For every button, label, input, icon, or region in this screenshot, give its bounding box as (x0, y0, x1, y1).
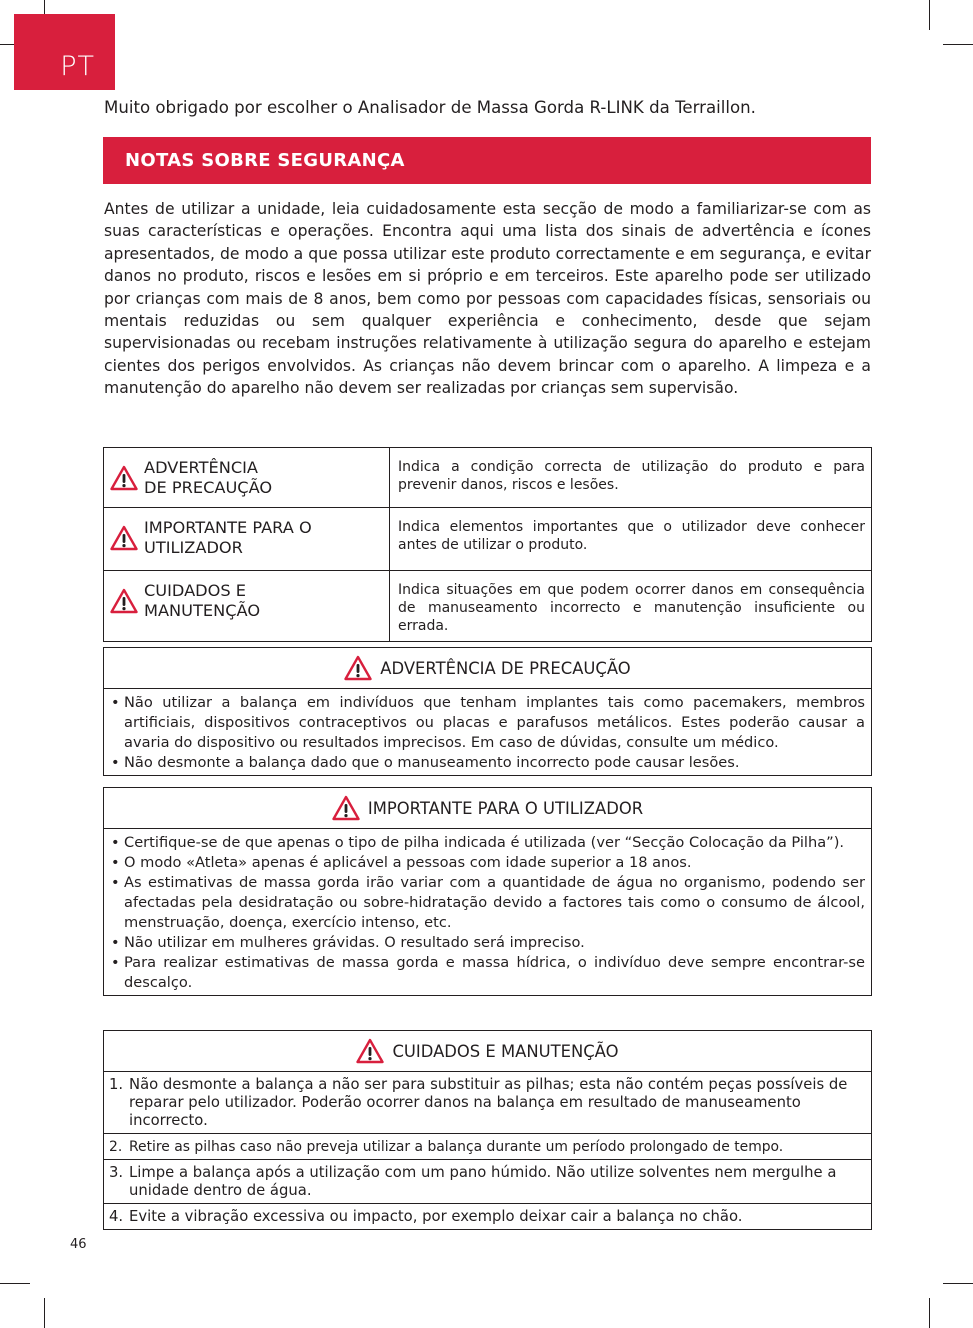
intro-text: Muito obrigado por escolher o Analisador de Massa Gorda R-LINK da Terraillon. (104, 98, 756, 117)
legend-term: ADVERTÊNCIA (144, 458, 258, 477)
box-title: ADVERTÊNCIA DE PRECAUÇÃO (380, 658, 631, 678)
legend-term: CUIDADOS E (144, 581, 247, 600)
box-title: IMPORTANTE PARA O UTILIZADOR (367, 798, 644, 818)
crop-mark (943, 1283, 973, 1284)
list-item: • Não utilizar a balança em indivíduos que tenham implantes tais como pacemakers, membros artificiais, dispositivos contraceptivos ou placas e parafusos metálicos. Estes poderão causar a avaria do dispositivo ou resultados imprecisos. Em caso de dúvidas, consulte um médico. (110, 693, 865, 753)
crop-mark (44, 1298, 45, 1328)
legend-description: Indica situações em que podem ocorrer danos em consequência de manuseamento incorrecto e manutenção insuficiente ou errada. (390, 571, 872, 642)
box-header (104, 788, 871, 829)
warning-triangle-icon (110, 465, 138, 491)
legend-row (104, 448, 872, 508)
section-title: NOTAS SOBRE SEGURANÇA (103, 137, 871, 184)
warning-triangle-icon (110, 525, 138, 551)
list-item: • Não desmonte a balança dado que o manuseamento incorrecto pode causar lesões. (110, 753, 865, 773)
list-item: 2. Retire as pilhas caso não preveja utilizar a balança durante um período prolongado de tempo. (104, 1133, 871, 1159)
box-title: CUIDADOS E MANUTENÇÃO (392, 1041, 619, 1061)
crop-mark (929, 0, 930, 30)
warning-triangle-icon (110, 588, 138, 614)
legend-description: Indica elementos importantes que o utilizador deve conhecer antes de utilizar o produto. (390, 508, 872, 571)
warning-box (103, 647, 872, 776)
legend-term: UTILIZADOR (144, 538, 243, 557)
box-header (104, 1031, 871, 1072)
crop-mark (943, 44, 973, 45)
list-item: 4. Evite a vibração excessiva ou impacto, por exemplo deixar cair a balança no chão. (104, 1203, 871, 1229)
legend-term: DE PRECAUÇÃO (144, 478, 273, 497)
list-item: • Para realizar estimativas de massa gorda e massa hídrica, o indivíduo deve sempre encontrar-se descalço. (110, 953, 865, 993)
legend-term: MANUTENÇÃO (144, 601, 261, 620)
list-item: • Certifique-se de que apenas o tipo de pilha indicada é utilizada (ver “Secção Colocação da Pilha”). (110, 833, 865, 853)
important-box (103, 787, 872, 996)
warning-triangle-icon (332, 795, 360, 821)
crop-mark (0, 1283, 30, 1284)
legend-term: IMPORTANTE PARA O (144, 518, 312, 537)
language-tab: PT (14, 14, 115, 90)
list-item: • As estimativas de massa gorda irão variar com a quantidade de água no organismo, podendo ser afectadas pela desidratação ou sobre-hidratação devido a factores tais como o consumo de álcool, menstruação, doença, exercício intenso, etc. (110, 873, 865, 933)
list-item: 1. Não desmonte a balança a não ser para substituir as pilhas; esta não contém peças possíveis de reparar pelo utilizador. Poderão ocorrer danos na balança em resultado de manuseamento incorrecto. (109, 1076, 848, 1129)
legend-table (103, 447, 872, 642)
warning-triangle-icon (356, 1038, 384, 1064)
legend-row (104, 571, 872, 642)
list-item: • O modo «Atleta» apenas é aplicável a pessoas com idade superior a 18 anos. (110, 853, 865, 873)
list-item: 3. Limpe a balança após a utilização com um pano húmido. Não utilize solventes nem mergulhe a unidade dentro de água. (104, 1159, 871, 1203)
care-box (103, 1030, 872, 1230)
warning-triangle-icon (344, 655, 372, 681)
legend-row (104, 508, 872, 571)
page-number: 46 (70, 1237, 87, 1252)
list-item: • Não utilizar em mulheres grávidas. O resultado será impreciso. (110, 933, 865, 953)
legend-description: Indica a condição correcta de utilização do produto e para prevenir danos, riscos e lesões. (390, 448, 872, 508)
safety-paragraph: Antes de utilizar a unidade, leia cuidadosamente esta secção de modo a familiarizar-se com as suas características e operações. Encontra aqui uma lista dos sinais de advertência e ícones apresentados, de modo a que possa utilizar este produto correctamente e em segurança, e evitar danos no produto, riscos e lesões em si próprio e em terceiros. Este aparelho pode ser utilizado por crianças com mais de 8 anos, bem como por pessoas com capacidades físicas, sensoriais ou mentais reduzidas ou sem qualquer experiência e conhecimento, desde que sejam supervisionadas ou recebam instruções relativamente à utilização segura do aparelho e estejam cientes dos perigos envolvidos. As crianças não devem brincar com o aparelho. A limpeza e a manutenção do aparelho não devem ser realizadas por crianças sem supervisão. (104, 200, 871, 398)
crop-mark (929, 1298, 930, 1328)
box-header (104, 648, 871, 689)
